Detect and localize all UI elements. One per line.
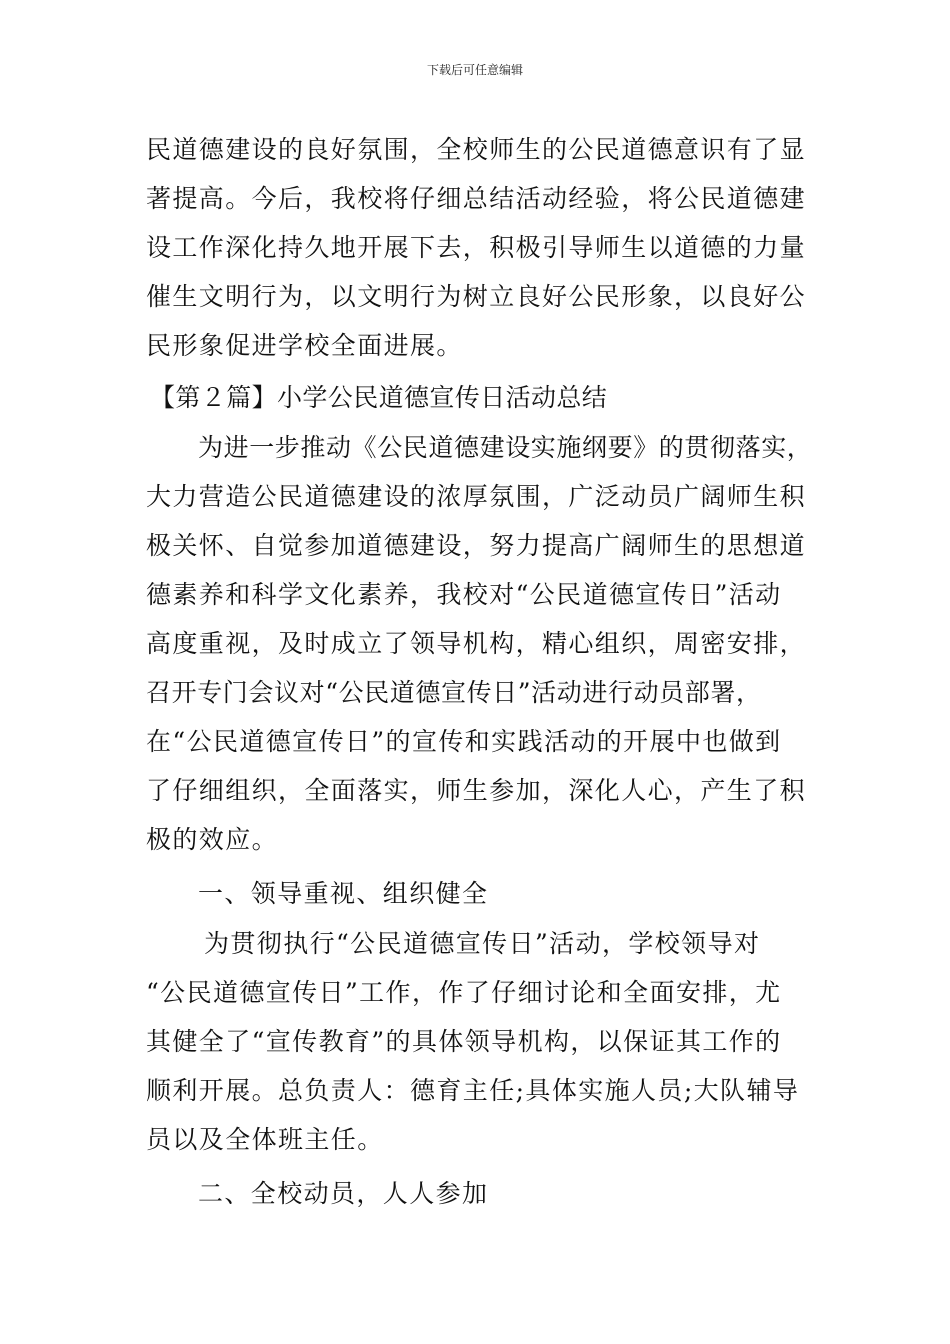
body-text-line: 著提高。今后，我校将仔细总结活动经验，将公民道德建 xyxy=(146,184,807,213)
body-text-line: 顺利开展。总负责人：德育主任;具体实施人员;大队辅导 xyxy=(146,1076,800,1105)
body-text-line: “公民道德宣传日”工作，作了仔细讨论和全面安排，尤 xyxy=(146,978,782,1007)
body-text-line: 为进一步推动《公民道德建设实施纲要》的贯彻落实， xyxy=(198,433,813,462)
body-text-line: 召开专门会议对“公民道德宣传日”活动进行动员部署， xyxy=(146,678,762,707)
body-text-line: 民形象促进学校全面进展。 xyxy=(146,331,463,360)
subsection-heading: 二、全校动员，人人参加 xyxy=(198,1179,489,1208)
body-text-line: 民道德建设的良好氛围，全校师生的公民道德意识有了显 xyxy=(146,135,807,164)
subsection-heading: 一、领导重视、组织健全 xyxy=(198,879,489,908)
body-text-line: 其健全了“宣传教育”的具体领导机构，以保证其工作的 xyxy=(146,1027,782,1056)
body-text-line: 为贯彻执行“公民道德宣传日”活动，学校领导对 xyxy=(204,929,761,958)
body-text-line: 大力营造公民道德建设的浓厚氛围，广泛动员广阔师生积 xyxy=(146,482,807,511)
body-text-line: 高度重视，及时成立了领导机构，精心组织，周密安排， xyxy=(146,629,807,658)
body-text-line: 员以及全体班主任。 xyxy=(146,1125,384,1154)
body-text-line: 催生文明行为，以文明行为树立良好公民形象，以良好公 xyxy=(146,282,807,311)
body-text-line: 极关怀、自觉参加道德建设，努力提高广阔师生的思想道 xyxy=(146,531,807,560)
body-text-line: 在“公民道德宣传日”的宣传和实践活动的开展中也做到 xyxy=(146,727,782,756)
body-text-line: 了仔细组织，全面落实，师生参加，深化人心，产生了积 xyxy=(146,776,807,805)
body-text-line: 设工作深化持久地开展下去，积极引导师生以道德的力量 xyxy=(146,233,807,262)
body-text-line: 德素养和科学文化素养，我校对“公民道德宣传日”活动 xyxy=(146,580,782,609)
page-header: 下载后可任意编辑 xyxy=(426,63,523,77)
body-text-line: 极的效应。 xyxy=(146,825,279,854)
section-heading: 【第２篇】小学公民道德宣传日活动总结 xyxy=(150,383,608,412)
